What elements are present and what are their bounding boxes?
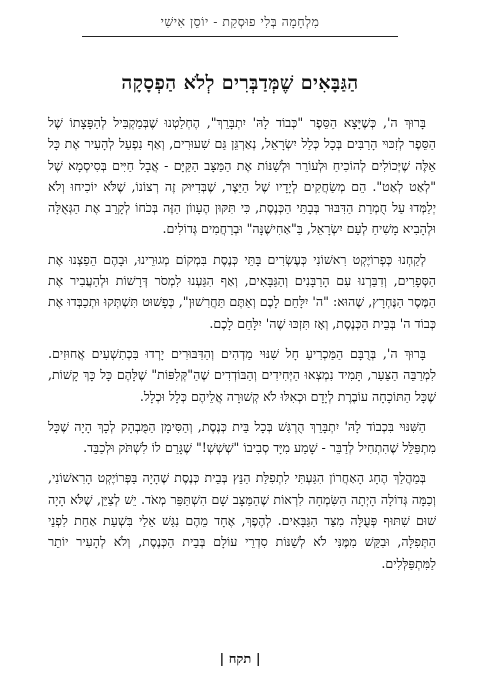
body-text <box>48 112 436 583</box>
page-number: | תקח | <box>219 652 261 667</box>
paragraph: לְקַחְנוּ כְּפְרוֹיֶקְט רִאשׁוֹנִי כְּעֶשְׂרִים בָּתֵּי כְּנֶסֶת בִּמְקוֹם מְגוּרֵינוּ, וּבָהֶם הֵפַצְנוּ אֶת הַסְּפָרִים, וְדִבַּרְנוּ עִם הָרַבָּנִים וְהַגַּבָּאִים, וְאַף הִגַּעְנוּ לִמְסֹר דְּרָשׁוֹת וּלְהַעֲבִיר אֶת הַמֶּסֶר הַנֶּחְרָץ, שֶׁהוּא: "ה' יִלָּחֵם לָכֶם וְאַתֶּם תַּחֲרִשׁוּן", כְּפָשׁוּט תִּשְׁתְּקוּ וּתְכַבְּדוּ אֶת כְּבוֹד ה' בְּבֵית הַכְּנֶסֶת, וְאָז תִּזְכּוּ שֶׁה' יִלָּחֵם לָכֶם. <box>48 251 436 331</box>
running-header: מִלְחָמָה בְּלִי פוּסְקַת - יוֹסֵן אִישִׁי <box>160 14 320 29</box>
paragraph: בָּרוּךְ ה', בְּרֻבָּם הַמַּכְרִיעַ חָל שִׁנּוּי מַדְהִים וְהַדִּבּוּרִים יָרְדוּ בִּכְתִשְׁעִים אֲחוּזִים. לִמְרַבֵּה הַצַּעַר, תָּמִיד נִמְצְאוּ הַיְּחִידִים וְהַבּוֹדְדִים שֶׁהַ"קְּלִפּוֹת" שֶׁלָּהֶם כָּל כָּךְ קָשׁוֹת, שֶׁכָּל הַתּוֹכָחָה עוֹבֶרֶת לְיָדָם וּכְאִלּוּ לֹא קְשׁוּרָה אֲלֵיהֶם כְּלָל וּכְלָל. <box>48 345 436 404</box>
paragraph: בְּמַהֲלַךְ הֶחָג הָאַחֲרוֹן הִגַּעְתִּי לִתְפִלַּת הַנֵּץ בְּבֵית כְּנֶסֶת שֶׁהָיָה בַּפְּרוֹיֶקְט הָרִאשׁוֹנִי, וְכַמָּה גְּדוֹלָה הָיְתָה הַשִּׂמְחָה לִרְאוֹת שֶׁהַמַּצָּב שָׁם הִשְׁתַּפֵּר מְאֹד. יֵשׁ לְצַיֵּן, שֶׁלֹּא הָיָה שׁוּם שִׁתּוּף פְּעֻלָּה מִצַּד הַגַּבָּאִים. לְהֶפֶךְ, אֶחָד מֵהֶם נִגַּשׁ אֵלַי בִּשְׁעַת אַחַת לִפְנֵי הַתְּפִלָּה, וּבִקֵּשׁ מִמֶּנִּי לֹא לְשַׁנּוֹת סִדְרֵי עוֹלָם בְּבֵית הַכְּנֶסֶת, וְלֹא לְהָעִיר יוֹתֵר לַמִּתְפַּלְּלִים. <box>48 470 436 571</box>
chapter-title: הַגַּבָּאִים שֶׁמְּדַבְּרִים לְלֹא הַפְסָקָה <box>121 72 359 94</box>
paragraph: הַשִּׁנּוּי בִּכְבוֹד לָהּ' יִתְבָּרֵךְ הֻרְגַּשׁ בְּכָל בֵּית כְּנֶסֶת, וְהַסִּימָן הַמֻּבְהָק לְכָךְ הָיָה שֶׁכָּל מִתְפַּלֵּל שֶׁהִתְחִיל לְדַבֵּר - שָׁמַע מִיָּד סְבִיבוֹ "שְׁשְׁשְׁ!" שֶׁגָּרַם לוֹ לִשְׁתֹּק וּלְכַבֵּד. <box>48 418 436 456</box>
header-rule <box>82 36 398 37</box>
paragraph: בָּרוּךְ ה', כְּשֶׁיָּצָא הַסֵּפֶר "כְּבוֹד לָהּ' יִתְבָּרֵךְ", הֶחְלַטְנוּ שֶׁבְּמַקְבִּיל לְהַפָּצָתוֹ שֶׁל הַסֵּפֶר לְזִכּוּי הָרַבִּים בְּכָל כְּלַל יִשְׂרָאֵל, נְאַרְגֵּן גַּם שִׁעוּרִים, וְאַף נִפְעַל לְהָעִיר אֶת כָּל אֵלֶּה שֶׁיְּכוֹלִים לְהוֹכִיחַ וּלְעוֹרֵר וּלְשַׁנּוֹת אֶת הַמַּצָּב הַקַּיָּם - אֲבָל חַיִּים בְּסִיסְמָא שֶׁל "לְאַט לְאַט". הֵם מְשַׂחֲקִים לְיָדָיו שֶׁל הַיֵּצֶר, שֶׁבְּדִיּוּק זֶה רְצוֹנוֹ, שֶׁלֹּא יוֹכִיחוּ וְלֹא יְלַמְּדוּ עַל חֻמְרַת הַדִּבּוּר בְּבָתֵּי הַכְּנֶסֶת, כִּי תִּקּוּן הֶעָווֹן הַזֶּה בְּכֹחוֹ לְקָרֵב אֶת הַגְּאֻלָּה וּלְהָבִיא מָשִׁיחַ לְעַם יִשְׂרָאֵל, בַּ"אַחִישֶׁנָּה" וּבְרַחֲמִים גְּדוֹלִים. <box>48 115 436 237</box>
